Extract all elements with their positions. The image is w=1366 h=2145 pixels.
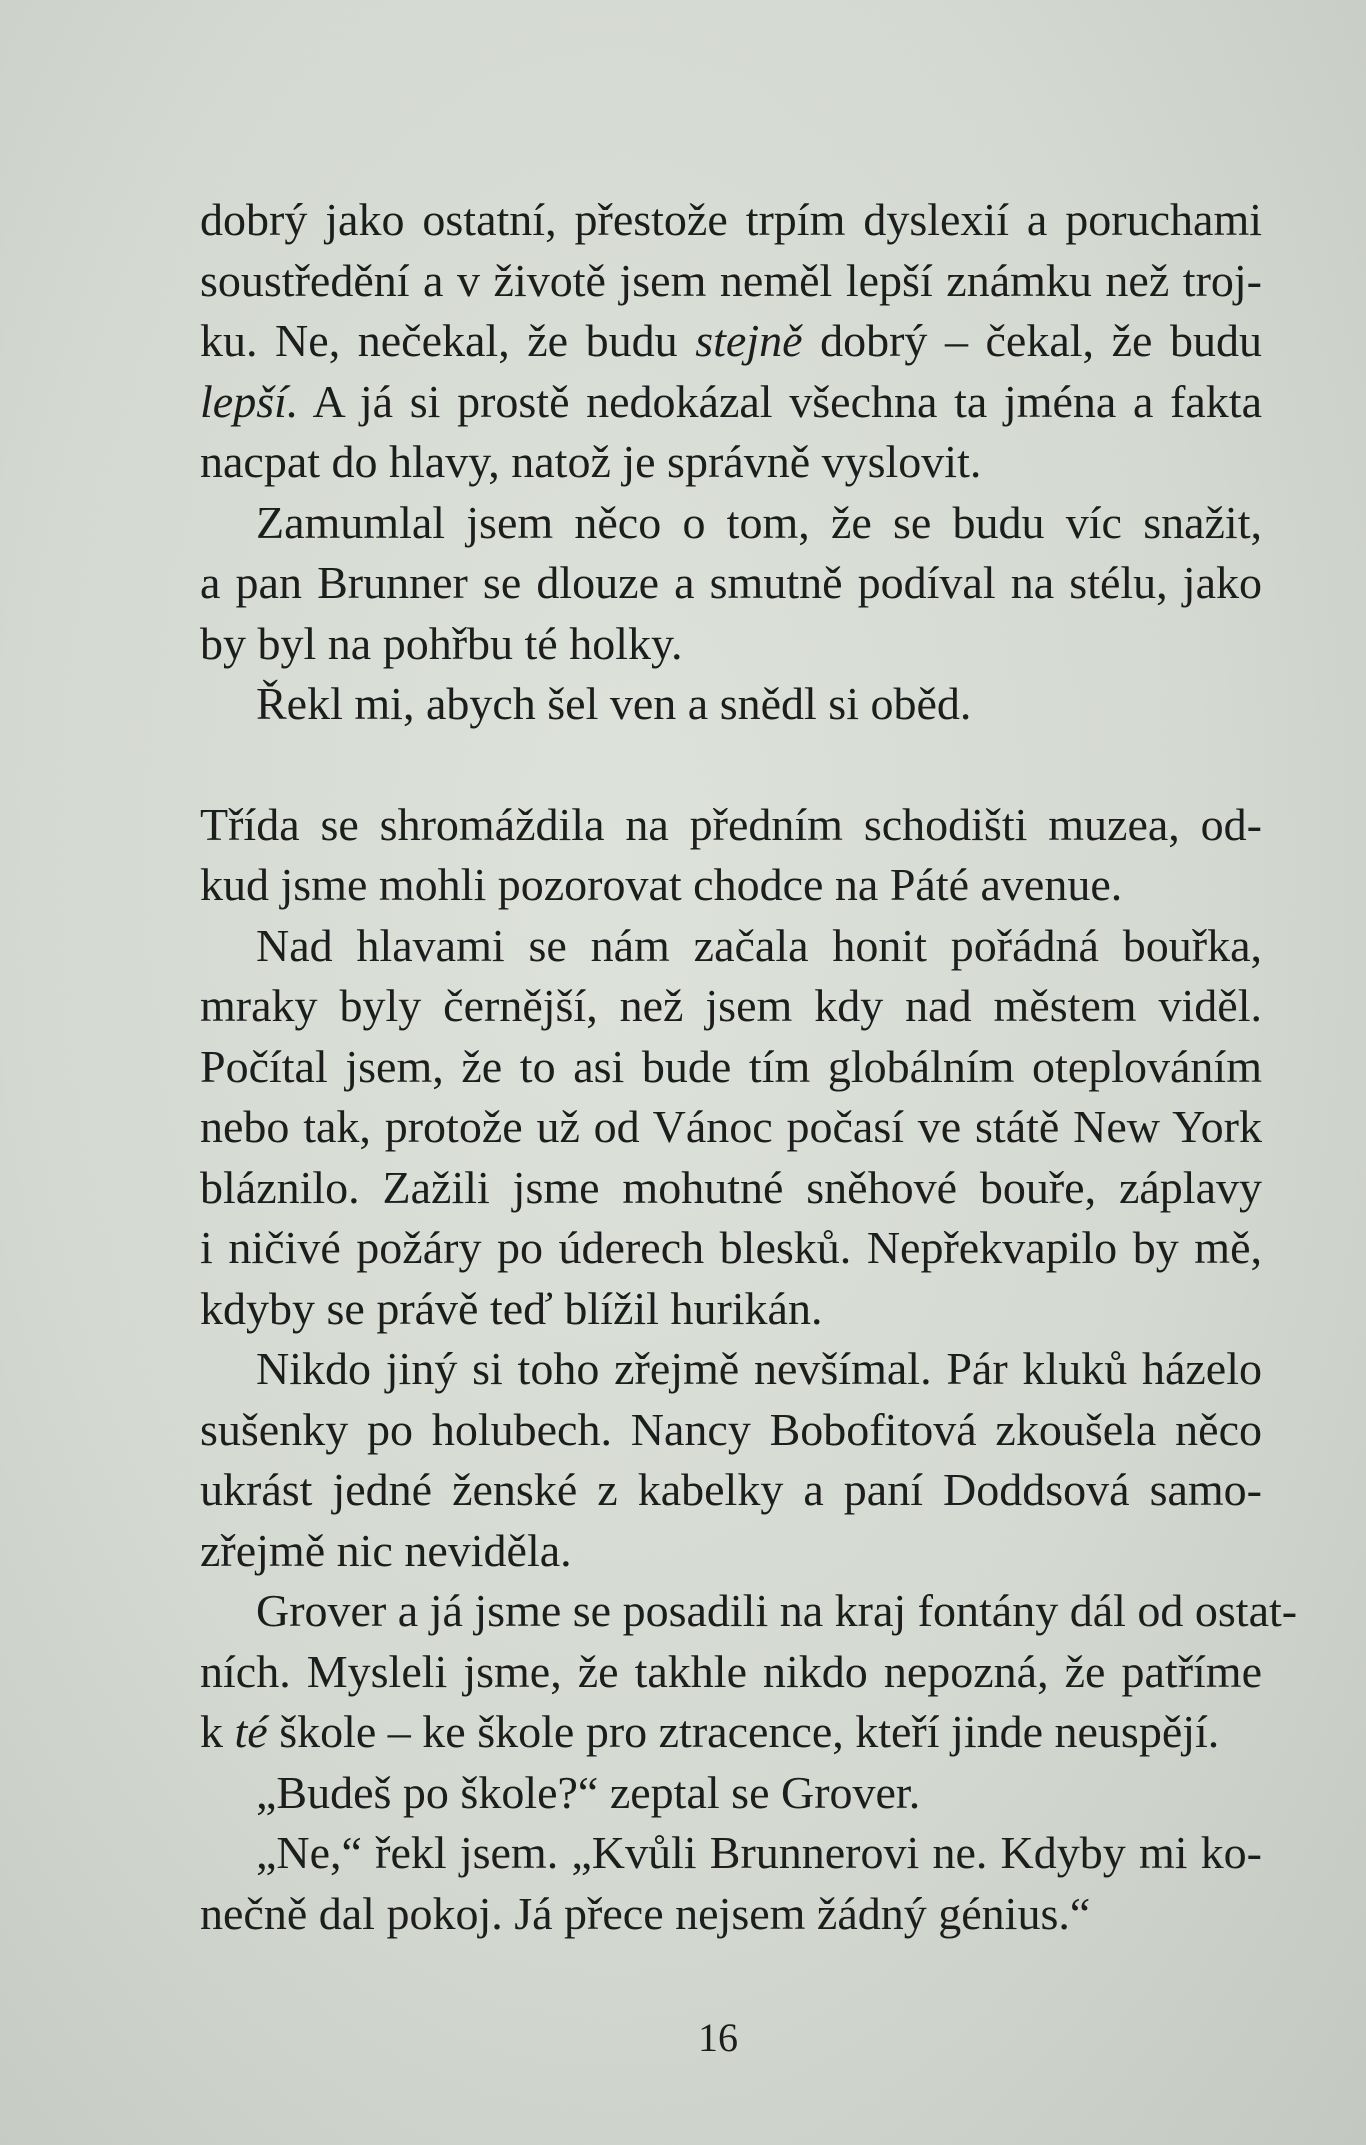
- text-run: i ničivé požáry po úderech blesků. Nepřekvapilo by mě,: [200, 1222, 1262, 1273]
- paragraph: [200, 190, 1262, 493]
- text-line: [200, 1158, 1262, 1219]
- text-run: „Ne,“ řekl jsem. „Kvůli Brunnerovi ne. Kdyby mi ko-: [256, 1827, 1262, 1878]
- text-run: Třída se shromáždila na předním schodišti muzea, od-: [200, 798, 1262, 850]
- text-run: ku. Ne, nečekal, že budu: [200, 315, 696, 366]
- text-run: Nikdo jiný si toho zřejmě nevšímal. Pár kluků házelo: [256, 1343, 1262, 1394]
- text-run: kud jsme mohli pozorovat chodce na Páté avenue.: [200, 859, 1123, 910]
- italic-text-run: té: [234, 1706, 268, 1757]
- text-line: [200, 493, 1262, 554]
- body-text: [200, 190, 1298, 1944]
- paragraph: [200, 916, 1262, 1340]
- text-line: [200, 1521, 1262, 1582]
- text-run: zřejmě nic neviděla.: [200, 1524, 572, 1576]
- paragraph: [200, 1581, 1298, 1763]
- text-run: A já si prostě nedokázal všechna ta jména a fakta: [298, 375, 1262, 427]
- text-run: a pan Brunner se dlouze a smutně podíval na stélu, jako: [200, 557, 1262, 608]
- text-line: [200, 1400, 1262, 1461]
- text-run: k: [200, 1706, 235, 1757]
- paragraph: [200, 795, 1262, 916]
- text-line: [200, 190, 1262, 251]
- italic-text-run: stejně: [695, 315, 803, 366]
- text-run: škole – ke škole pro ztracence, kteří jinde neuspějí.: [267, 1706, 1220, 1757]
- paragraph: [200, 1763, 1262, 1824]
- text-line: [200, 1097, 1262, 1158]
- paragraph: [200, 1823, 1262, 1944]
- text-run: „Budeš po škole?“ zeptal se Grover.: [256, 1766, 921, 1818]
- text-line: [200, 1218, 1262, 1279]
- text-line: [200, 916, 1262, 977]
- text-line: [200, 976, 1262, 1037]
- text-run: bláznilo. Zažili jsme mohutné sněhové bouře, záplavy: [200, 1161, 1262, 1213]
- text-run: nebo tak, protože už od Vánoc počasí ve státě New York: [200, 1101, 1262, 1152]
- text-line: [200, 1279, 1262, 1340]
- text-run: dobrý – čekal, že budu: [802, 315, 1262, 366]
- paragraph: [200, 1339, 1262, 1581]
- paragraph: [200, 493, 1262, 675]
- text-line: [200, 311, 1262, 372]
- text-line: [200, 1581, 1298, 1642]
- text-run: dobrý jako ostatní, přestože trpím dyslexií a poruchami: [200, 194, 1262, 245]
- paragraph: [200, 674, 1262, 735]
- text-line: [200, 1823, 1262, 1884]
- text-line: [200, 1037, 1262, 1098]
- text-line: [200, 795, 1262, 856]
- text-run: kdyby se právě teď blížil hurikán.: [200, 1282, 823, 1334]
- text-line: [200, 1460, 1262, 1521]
- text-run: Řekl mi, abych šel ven a snědl si oběd.: [256, 678, 972, 729]
- text-line: [200, 251, 1262, 312]
- page-number: 16: [698, 2015, 738, 2060]
- text-run: soustředění a v životě jsem neměl lepší známku než troj-: [200, 254, 1262, 306]
- text-line: [200, 855, 1262, 916]
- text-run: ních. Mysleli jsme, že takhle nikdo nepozná, že patříme: [200, 1645, 1262, 1697]
- text-run: Grover a já jsme se posadili na kraj fontány dál od ostat-: [256, 1585, 1298, 1636]
- text-run: by byl na pohřbu té holky.: [200, 617, 683, 669]
- text-run: ukrást jedné ženské z kabelky a paní Doddsová samo-: [200, 1464, 1262, 1515]
- text-line: [200, 1702, 1262, 1763]
- text-line: [200, 432, 1262, 493]
- text-line: [200, 553, 1262, 614]
- text-line: [200, 1642, 1262, 1703]
- text-line: [200, 1884, 1262, 1945]
- text-line: [200, 614, 1262, 675]
- italic-text-run: lepší.: [200, 375, 299, 427]
- section-break: [200, 735, 1262, 795]
- text-line: [200, 372, 1262, 433]
- text-run: Nad hlavami se nám začala honit pořádná bouřka,: [256, 919, 1262, 971]
- text-run: Počítal jsem, že to asi bude tím globálním oteplováním: [200, 1040, 1262, 1092]
- text-run: nacpat do hlavy, natož je správně vyslovit.: [200, 436, 982, 487]
- text-line: [200, 1763, 1262, 1824]
- text-line: [200, 674, 1262, 735]
- text-run: mraky byly černější, než jsem kdy nad městem viděl.: [200, 980, 1262, 1031]
- text-line: [200, 1339, 1262, 1400]
- text-run: Zamumlal jsem něco o tom, že se budu víc snažit,: [256, 496, 1262, 548]
- text-run: nečně dal pokoj. Já přece nejsem žádný génius.“: [200, 1887, 1091, 1939]
- text-run: sušenky po holubech. Nancy Bobofitová zkoušela něco: [200, 1403, 1262, 1455]
